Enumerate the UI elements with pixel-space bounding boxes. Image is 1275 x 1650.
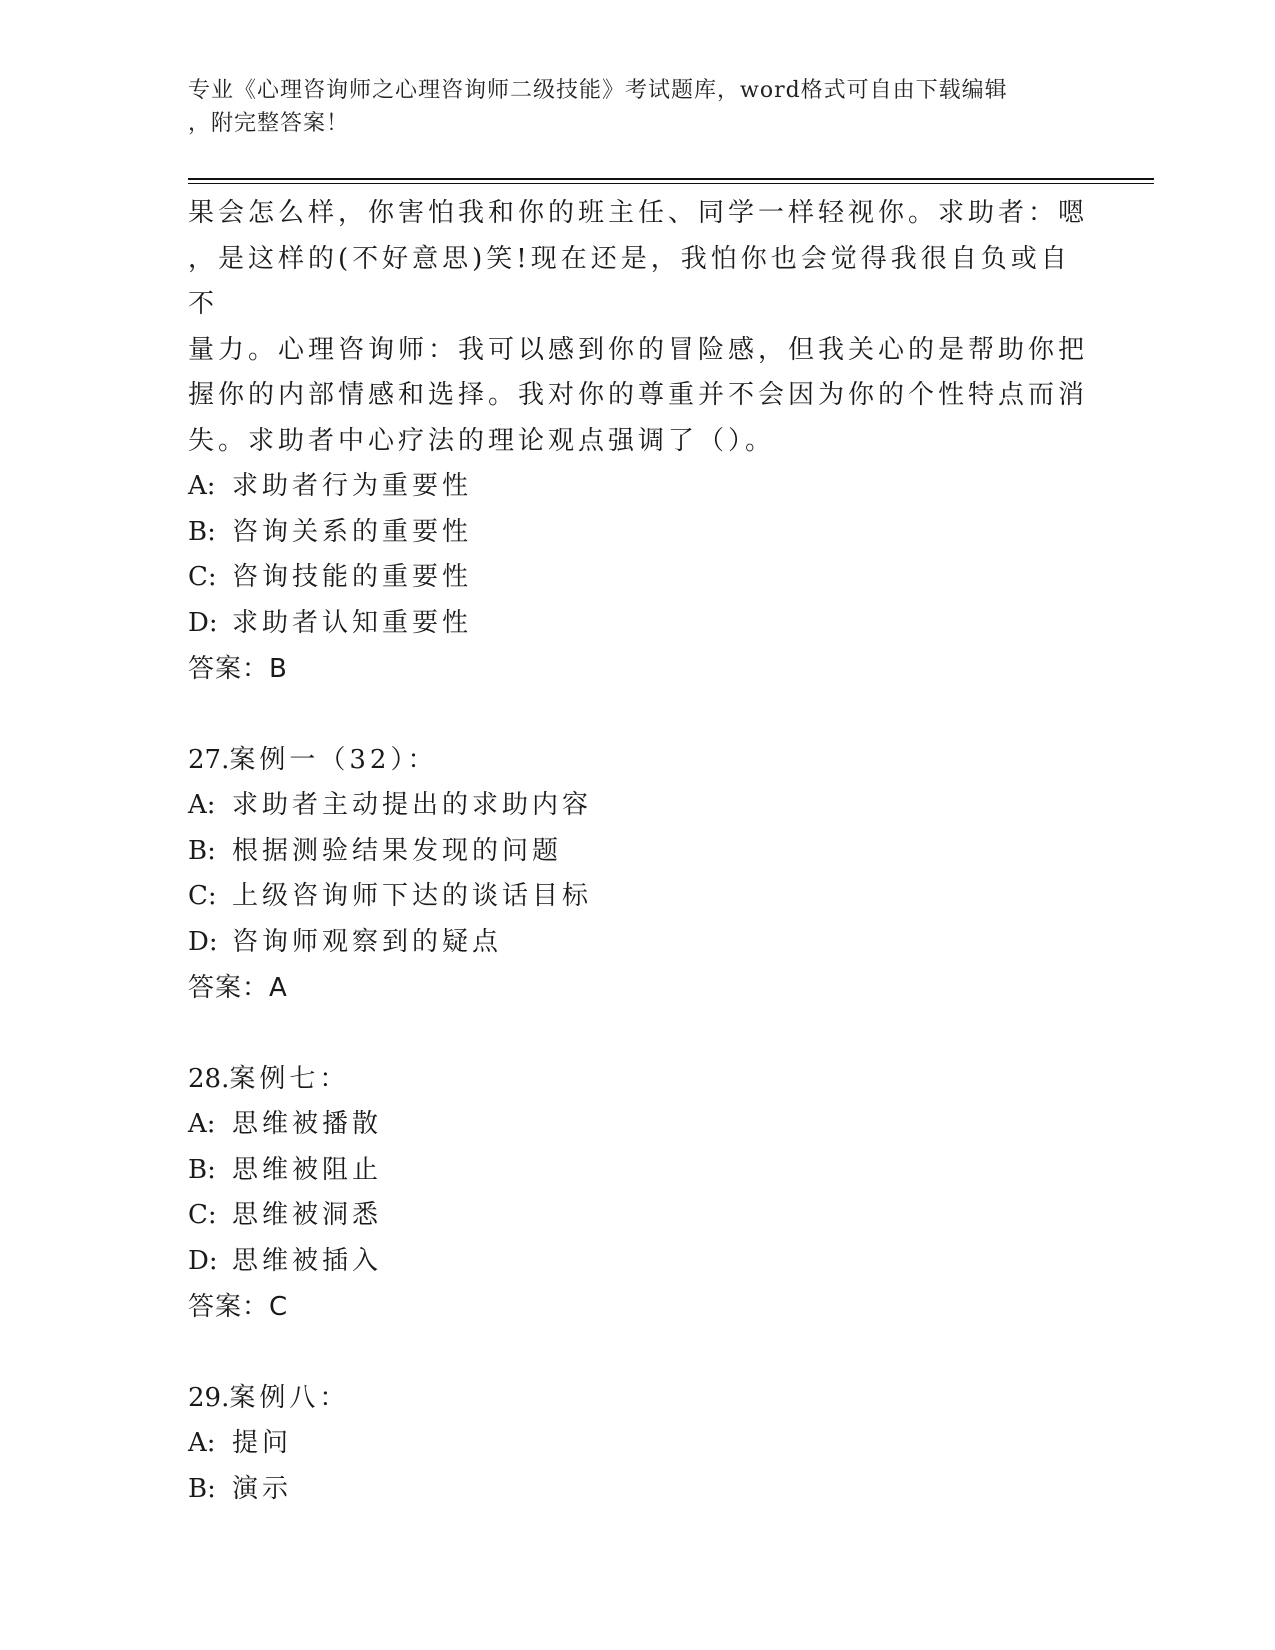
option-b: B: 演示 — [188, 1473, 293, 1504]
question-text-line: ，是这样的(不好意思)笑!现在还是，我怕你也会觉得我很自负或自不 — [188, 243, 1071, 319]
option-d: D: 思维被插入 — [188, 1245, 383, 1276]
answer-label: 答案：A — [188, 973, 288, 1003]
option-b: B: 咨询关系的重要性 — [188, 516, 473, 547]
question-text-line: 果会怎么样，你害怕我和你的班主任、同学一样轻视你。求助者：嗯 — [188, 198, 1089, 228]
option-c: C: 咨询技能的重要性 — [188, 562, 473, 592]
question-title: 29.案例八： — [188, 1382, 350, 1413]
header-line-2: ，附完整答案！ — [188, 111, 350, 136]
header-rule-thin — [188, 183, 1154, 184]
option-b: B: 思维被阻止 — [188, 1154, 383, 1185]
question-29 — [188, 1376, 1088, 1513]
option-d: D: 求助者认知重要性 — [188, 607, 473, 638]
option-a: A: 提问 — [188, 1428, 293, 1458]
question-27 — [188, 738, 1088, 1012]
question-26 — [188, 191, 1088, 692]
question-title: 27.案例一（32）： — [188, 744, 438, 775]
option-c: C: 上级咨询师下达的谈话目标 — [188, 881, 593, 911]
option-b: B: 根据测验结果发现的问题 — [188, 835, 563, 866]
answer-label: 答案：B — [188, 654, 288, 684]
document-body — [188, 191, 1088, 1512]
question-title: 28.案例七： — [188, 1063, 350, 1094]
header-rule-thick — [188, 178, 1154, 180]
option-a: A: 思维被播散 — [188, 1109, 383, 1139]
question-text-line: 量力。心理咨询师：我可以感到你的冒险感，但我关心的是帮助你把 — [188, 334, 1089, 365]
question-28 — [188, 1057, 1088, 1331]
option-a: A: 求助者主动提出的求助内容 — [188, 790, 593, 820]
answer-label: 答案：C — [188, 1292, 289, 1322]
question-text-line: 失。求助者中心疗法的理论观点强调了（）。 — [188, 425, 776, 456]
option-d: D: 咨询师观察到的疑点 — [188, 926, 503, 957]
option-c: C: 思维被洞悉 — [188, 1200, 383, 1230]
option-a: A: 求助者行为重要性 — [188, 471, 473, 501]
document-header — [188, 74, 1088, 140]
header-line-1: 专业《心理咨询师之心理咨询师二级技能》考试题库，word格式可自由下载编辑 — [188, 78, 1008, 103]
question-text-line: 握你的内部情感和选择。我对你的尊重并不会因为你的个性特点而消 — [188, 380, 1089, 410]
